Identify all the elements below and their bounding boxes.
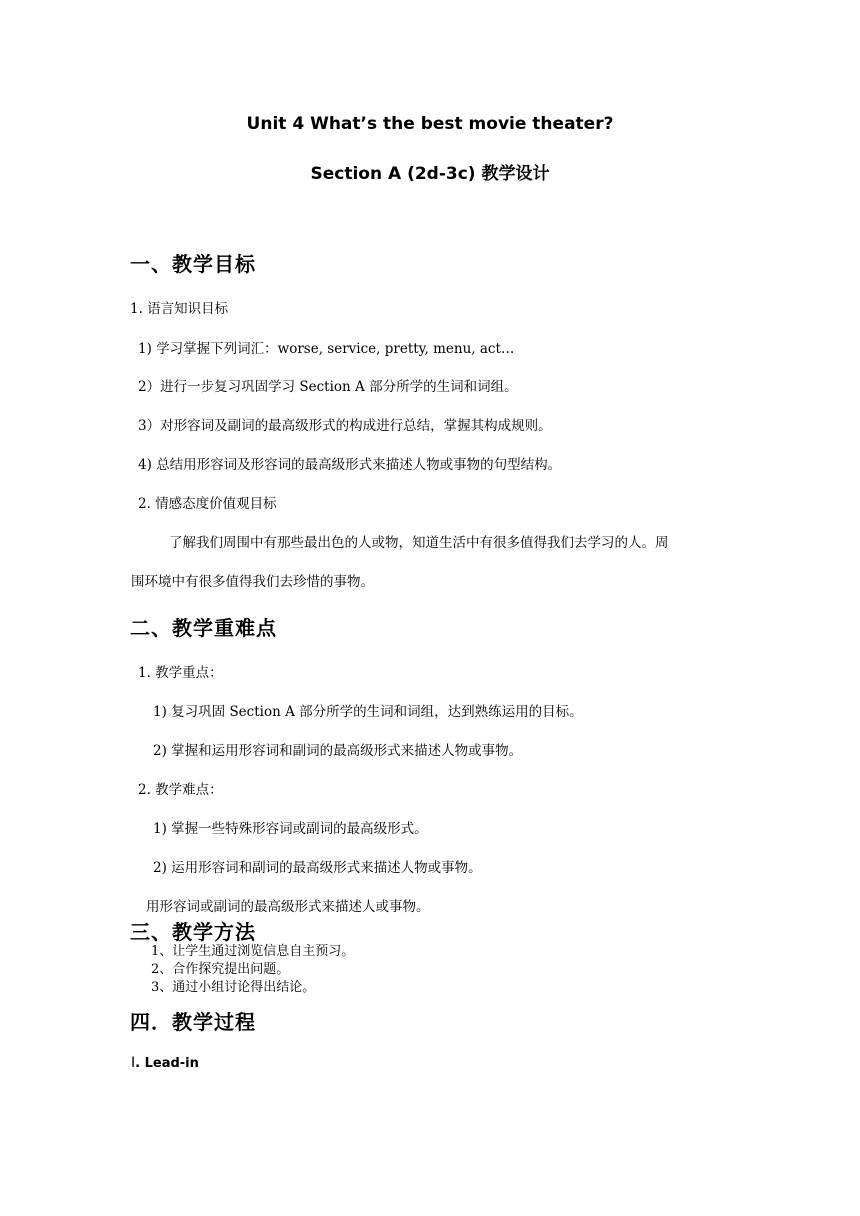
section-heading-methods: 三、教学方法 bbox=[130, 920, 256, 944]
difficult-point-item: 1) 掌握一些特殊形容词或副词的最高级形式。 bbox=[153, 821, 428, 837]
subheading-key-points: 1. 教学重点： bbox=[138, 665, 223, 681]
key-point-item: 1) 复习巩固 Section A 部分所学的生词和词组，达到熟练运用的目标。 bbox=[153, 704, 583, 720]
document-title: Unit 4 What’s the best movie theater? bbox=[246, 114, 614, 134]
subheading-affective-goals: 2. 情感态度价值观目标 bbox=[138, 496, 277, 512]
step-numeral: Ⅰ bbox=[131, 1055, 136, 1071]
note-text: 用形容词或副词的最高级形式来描述人或事物。 bbox=[146, 899, 430, 915]
section-heading-objectives: 一、教学目标 bbox=[130, 252, 256, 276]
objective-item: 2）进行一步复习巩固学习 Section A 部分所学的生词和词组。 bbox=[138, 379, 518, 395]
step-label: . Lead-in bbox=[135, 1056, 199, 1071]
document-subtitle: Section A (2d-3c) 教学设计 bbox=[310, 164, 550, 184]
objective-item: 4) 总结用形容词及形容词的最高级形式来描述人物或事物的句型结构。 bbox=[138, 457, 562, 473]
step-heading-lead-in bbox=[131, 1055, 199, 1071]
section-heading-process: 四．教学过程 bbox=[130, 1010, 256, 1034]
section-heading-key-points: 二、教学重难点 bbox=[130, 616, 277, 640]
method-item: 1、让学生通过浏览信息自主预习。 bbox=[151, 944, 355, 959]
objective-item: 3）对形容词及副词的最高级形式的构成进行总结，掌握其构成规则。 bbox=[138, 418, 552, 434]
difficult-point-item: 2) 运用形容词和副词的最高级形式来描述人物或事物。 bbox=[153, 860, 482, 876]
paragraph-line: 了解我们周围中有那些最出色的人或物，知道生活中有很多值得我们去学习的人。周 bbox=[169, 535, 669, 551]
paragraph-line: 围环境中有很多值得我们去珍惜的事物。 bbox=[131, 574, 374, 590]
subheading-language-goals: 1. 语言知识目标 bbox=[130, 301, 229, 317]
method-item: 2、合作探究提出问题。 bbox=[151, 962, 290, 977]
subheading-difficult-points: 2. 教学难点： bbox=[138, 782, 223, 798]
objective-item: 1) 学习掌握下列词汇：worse, service, pretty, menu, act… bbox=[138, 341, 515, 357]
key-point-item: 2) 掌握和运用形容词和副词的最高级形式来描述人物或事物。 bbox=[153, 743, 523, 759]
method-item: 3、通过小组讨论得出结论。 bbox=[151, 980, 316, 995]
